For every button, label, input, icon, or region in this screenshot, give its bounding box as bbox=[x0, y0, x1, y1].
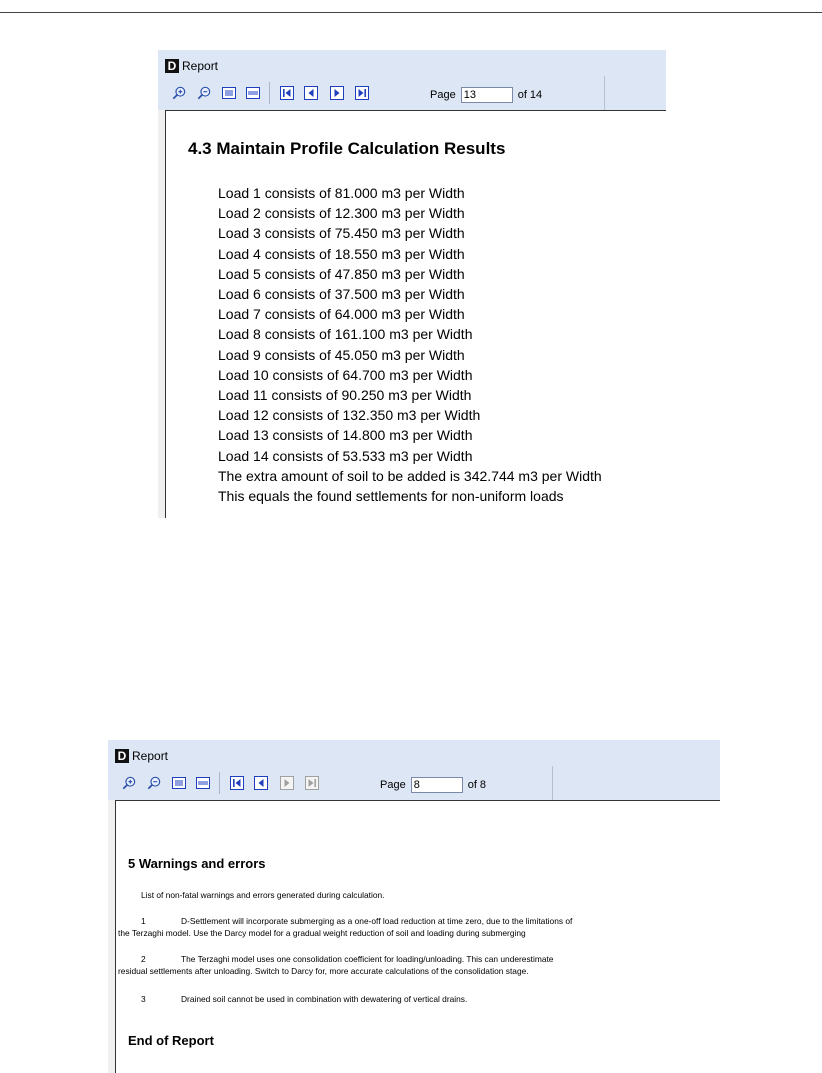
section-heading: 5 Warnings and errors bbox=[128, 856, 266, 871]
result-line: The extra amount of soil to be added is 342.744 m3 per Width bbox=[218, 467, 602, 484]
next-page-icon[interactable] bbox=[330, 86, 344, 100]
result-line: Load 3 consists of 75.450 m3 per Width bbox=[218, 225, 465, 242]
zoom-out-icon[interactable] bbox=[197, 86, 211, 100]
toolbar bbox=[108, 766, 720, 800]
result-line: Load 4 consists of 18.550 m3 per Width bbox=[218, 245, 465, 262]
warning-number: 2 bbox=[141, 954, 146, 964]
page-total: of 8 bbox=[467, 779, 487, 791]
zoom-in-icon[interactable] bbox=[172, 86, 186, 100]
result-line: Load 9 consists of 45.050 m3 per Width bbox=[218, 346, 465, 363]
next-page-icon bbox=[280, 776, 294, 790]
app-logo-icon: D bbox=[165, 59, 179, 73]
title-bar bbox=[108, 740, 720, 766]
zoom-in-icon[interactable] bbox=[122, 776, 136, 790]
warning-text: Drained soil cannot be used in combination with dewatering of vertical drains. bbox=[181, 994, 468, 1004]
warning-text: The Terzaghi model uses one consolidation coefficient for loading/unloading. This can underestimate bbox=[181, 954, 554, 964]
section-heading: 4.3 Maintain Profile Calculation Results bbox=[188, 139, 506, 158]
page-label: Page bbox=[380, 779, 406, 791]
app-logo-icon: D bbox=[115, 749, 129, 763]
last-page-icon[interactable] bbox=[355, 86, 369, 100]
page-view-icon[interactable] bbox=[222, 86, 236, 100]
left-gutter bbox=[158, 110, 165, 518]
window-title: Report bbox=[182, 59, 219, 73]
warning-text-cont: residual settlements after unloading. Switch to Darcy for, more accurate calculations of the consolidation stage. bbox=[118, 966, 529, 976]
report-window-1 bbox=[158, 50, 666, 518]
title-bar bbox=[158, 50, 666, 76]
result-line: Load 6 consists of 37.500 m3 per Width bbox=[218, 286, 465, 303]
result-line: This equals the found settlements for non-uniform loads bbox=[218, 488, 564, 505]
page-number-input[interactable] bbox=[411, 777, 463, 793]
warning-item bbox=[118, 953, 711, 977]
warning-item bbox=[141, 993, 711, 1005]
warning-item bbox=[118, 915, 711, 939]
page-total: of 14 bbox=[517, 89, 543, 101]
top-rule bbox=[0, 12, 822, 13]
left-gutter bbox=[108, 800, 115, 1073]
result-line: Load 10 consists of 64.700 m3 per Width bbox=[218, 366, 473, 383]
first-page-icon[interactable] bbox=[230, 776, 244, 790]
warning-text-cont: the Terzaghi model. Use the Darcy model for a gradual weight reduction of soil and loading during submerging bbox=[118, 928, 526, 938]
previous-page-icon[interactable] bbox=[304, 86, 318, 100]
report-page bbox=[165, 110, 666, 518]
result-line: Load 11 consists of 90.250 m3 per Width bbox=[218, 387, 472, 404]
page-view-icon[interactable] bbox=[172, 776, 186, 790]
window-title: Report bbox=[132, 749, 169, 763]
result-line: Load 5 consists of 47.850 m3 per Width bbox=[218, 265, 465, 282]
result-line: Load 2 consists of 12.300 m3 per Width bbox=[218, 205, 465, 222]
previous-page-icon[interactable] bbox=[254, 776, 268, 790]
result-line: Load 7 consists of 64.000 m3 per Width bbox=[218, 306, 465, 323]
result-line: Load 13 consists of 14.800 m3 per Width bbox=[218, 427, 473, 444]
warnings-intro: List of non-fatal warnings and errors generated during calculation. bbox=[141, 890, 385, 900]
zoom-out-icon[interactable] bbox=[147, 776, 161, 790]
results-list bbox=[218, 183, 602, 506]
first-page-icon[interactable] bbox=[280, 86, 294, 100]
warning-text: D-Settlement will incorporate submerging as a one-off load reduction at time zero, due to the limitations of bbox=[181, 916, 573, 926]
warning-number: 3 bbox=[141, 994, 146, 1004]
report-page bbox=[115, 800, 720, 1073]
last-page-icon bbox=[305, 776, 319, 790]
result-line: Load 14 consists of 53.533 m3 per Width bbox=[218, 447, 473, 464]
page-navigator bbox=[430, 87, 542, 103]
report-window-2 bbox=[108, 740, 720, 1073]
result-line: Load 8 consists of 161.100 m3 per Width bbox=[218, 326, 473, 343]
toolbar bbox=[158, 76, 666, 110]
result-line: Load 1 consists of 81.000 m3 per Width bbox=[218, 185, 465, 201]
end-of-report: End of Report bbox=[128, 1033, 214, 1048]
toolbar-separator bbox=[219, 772, 220, 794]
toolbar-divider bbox=[552, 766, 553, 800]
page-width-icon[interactable] bbox=[246, 86, 260, 100]
page-width-icon[interactable] bbox=[196, 776, 210, 790]
toolbar-separator bbox=[269, 82, 270, 104]
warning-number: 1 bbox=[141, 916, 146, 926]
page-navigator bbox=[380, 777, 486, 793]
page-label: Page bbox=[430, 89, 456, 101]
result-line: Load 12 consists of 132.350 m3 per Width bbox=[218, 407, 481, 424]
page-number-input[interactable] bbox=[461, 87, 513, 103]
toolbar-divider bbox=[604, 76, 605, 110]
